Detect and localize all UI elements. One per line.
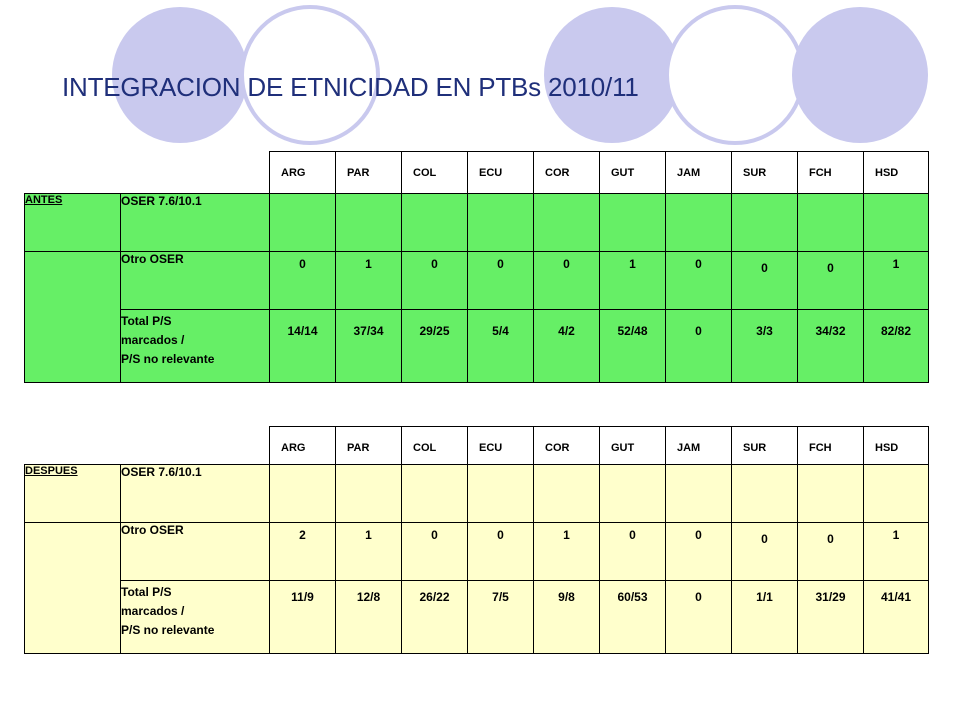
col-header-fch: FCH <box>798 152 864 194</box>
total-value: 11/9 <box>291 590 314 604</box>
col-header-sur: SUR <box>732 427 798 465</box>
total-value: 0 <box>695 324 702 338</box>
col-header-ecu: ECU <box>468 427 534 465</box>
check-icon <box>798 465 863 471</box>
total-value: 3/3 <box>756 324 773 338</box>
check-icon <box>270 194 335 200</box>
row-label-total: Total P/S marcados / P/S no relevante <box>121 581 270 654</box>
otro-value: 0 <box>695 257 702 271</box>
total-value: 41/41 <box>880 590 912 604</box>
col-header-arg: ARG <box>270 427 336 465</box>
check-icon <box>864 465 928 471</box>
otro-value: 1 <box>892 528 900 542</box>
otro-value: 0 <box>761 532 768 546</box>
otro-value: 1 <box>365 528 372 542</box>
otro-value: 0 <box>431 528 438 542</box>
col-header-sur: SUR <box>732 152 798 194</box>
section-label-spacer <box>25 523 121 654</box>
otro-value: 0 <box>695 528 702 542</box>
total-value: 34/32 <box>815 324 846 338</box>
total-value: 1/1 <box>756 590 773 604</box>
col-header-hsd: HSD <box>864 152 929 194</box>
col-header-cor: COR <box>534 427 600 465</box>
col-header-col: COL <box>402 152 468 194</box>
otro-value: 1 <box>365 257 372 271</box>
total-value: 82/82 <box>880 324 912 338</box>
total-value: 14/14 <box>287 324 318 338</box>
col-header-fch: FCH <box>798 427 864 465</box>
row-label-otro-oser: Otro OSER <box>121 252 270 310</box>
total-value: 9/8 <box>558 590 575 604</box>
col-header-hsd: HSD <box>864 427 929 465</box>
col-header-par: PAR <box>336 427 402 465</box>
otro-value: 0 <box>563 257 570 271</box>
check-icon <box>600 194 665 200</box>
check-icon <box>402 465 467 471</box>
total-value: 5/4 <box>492 324 509 338</box>
row-label-oser: OSER 7.6/10.1 <box>121 465 270 523</box>
col-header-cor: COR <box>534 152 600 194</box>
header-spacer <box>25 152 270 194</box>
total-value: 7/5 <box>492 590 509 604</box>
col-header-par: PAR <box>336 152 402 194</box>
check-icon <box>798 194 863 200</box>
total-value: 0 <box>695 590 702 604</box>
total-value: 4/2 <box>558 324 575 338</box>
otro-value: 0 <box>827 261 834 275</box>
check-icon <box>666 465 731 471</box>
section-label-despues: DESPUES <box>25 465 121 523</box>
col-header-ecu: ECU <box>468 152 534 194</box>
col-header-arg: ARG <box>270 152 336 194</box>
col-header-jam: JAM <box>666 152 732 194</box>
check-icon <box>402 194 467 200</box>
col-header-col: COL <box>402 427 468 465</box>
check-icon <box>732 465 797 471</box>
check-icon <box>864 194 928 200</box>
check-icon <box>468 194 533 200</box>
check-icon <box>600 465 665 471</box>
header-spacer <box>25 427 270 465</box>
otro-value: 0 <box>497 528 504 542</box>
row-label-oser: OSER 7.6/10.1 <box>121 194 270 252</box>
col-header-gut: GUT <box>600 427 666 465</box>
otro-value: 2 <box>299 528 306 542</box>
check-icon <box>336 194 401 200</box>
col-header-gut: GUT <box>600 152 666 194</box>
otro-value: 1 <box>892 257 900 271</box>
check-icon <box>666 194 731 200</box>
total-value: 12/8 <box>356 590 381 604</box>
row-label-otro-oser: Otro OSER <box>121 523 270 581</box>
check-icon <box>270 465 335 471</box>
decor-circle-4 <box>667 7 803 143</box>
otro-value: 1 <box>629 257 636 271</box>
otro-value: 0 <box>431 257 438 271</box>
section-label-antes: ANTES <box>25 194 121 252</box>
total-value: 37/34 <box>353 324 384 338</box>
total-value: 60/53 <box>617 590 648 604</box>
slide-title: INTEGRACION DE ETNICIDAD EN PTBs 2010/11 <box>62 72 639 102</box>
check-icon <box>534 194 599 200</box>
check-icon <box>468 465 533 471</box>
antes-table <box>24 151 929 383</box>
total-value: 52/48 <box>617 324 648 338</box>
decor-circle-5 <box>792 7 928 143</box>
total-value: 31/29 <box>815 590 846 604</box>
despues-table <box>24 426 929 654</box>
otro-value: 0 <box>761 261 768 275</box>
total-value: 26/22 <box>419 590 450 604</box>
check-icon <box>534 465 599 471</box>
otro-value: 1 <box>563 528 570 542</box>
otro-value: 0 <box>629 528 636 542</box>
row-label-total: Total P/S marcados / P/S no relevante <box>121 310 270 383</box>
otro-value: 0 <box>827 532 834 546</box>
check-icon <box>732 194 797 200</box>
otro-value: 0 <box>497 257 504 271</box>
col-header-jam: JAM <box>666 427 732 465</box>
check-icon <box>336 465 401 471</box>
total-value: 29/25 <box>419 324 450 338</box>
otro-value: 0 <box>299 257 306 271</box>
section-label-spacer <box>25 252 121 383</box>
